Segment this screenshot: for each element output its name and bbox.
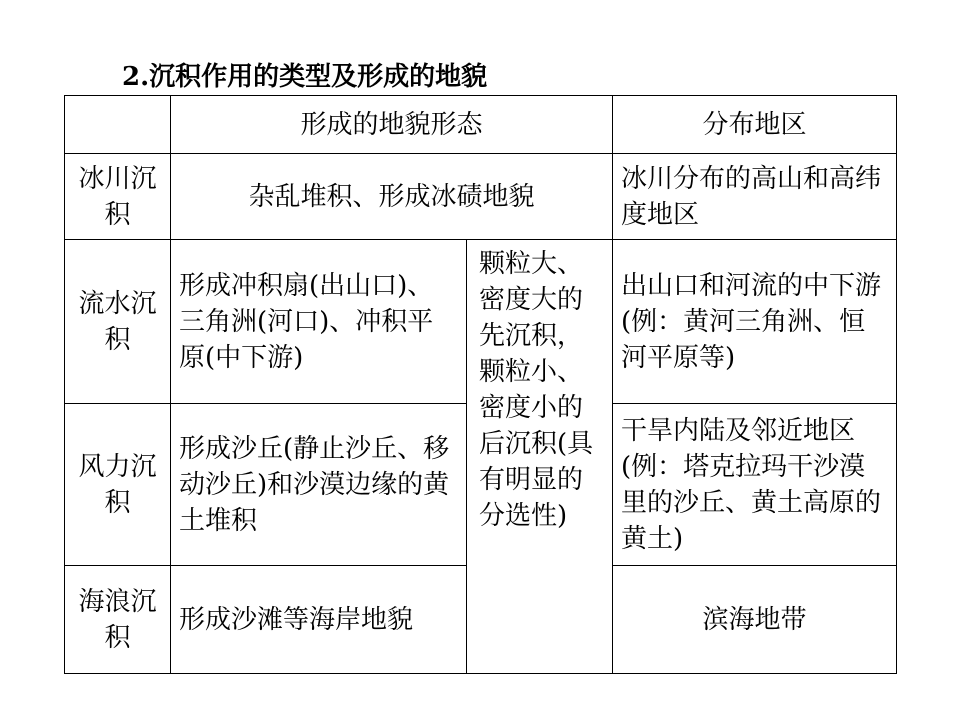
deposition-type-cell: 冰川沉积 xyxy=(65,154,171,240)
region-cell: 滨海地带 xyxy=(613,566,897,674)
table-row xyxy=(65,154,897,240)
landform-cell: 杂乱堆积、形成冰碛地貌 xyxy=(171,154,613,240)
deposition-type-cell: 海浪沉积 xyxy=(65,566,171,674)
header-blank-cell xyxy=(65,96,171,154)
header-landform-cell: 形成的地貌形态 xyxy=(171,96,613,154)
landform-cell: 形成沙滩等海岸地貌 xyxy=(171,566,467,674)
landform-cell: 形成沙丘(静止沙丘、移动沙丘)和沙漠边缘的黄土堆积 xyxy=(171,404,467,566)
header-region-cell: 分布地区 xyxy=(613,96,897,154)
region-cell: 出山口和河流的中下游(例：黄河三角洲、恒河平原等) xyxy=(613,240,897,404)
sorting-note-cell: 颗粒大、密度大的先沉积，颗粒小、密度小的后沉积(具有明显的分选性) xyxy=(467,240,613,674)
page-title: 2.沉积作用的类型及形成的地貌 xyxy=(122,62,488,92)
deposition-table xyxy=(64,95,897,674)
deposition-type-cell: 流水沉积 xyxy=(65,240,171,404)
region-cell: 干旱内陆及邻近地区(例：塔克拉玛干沙漠里的沙丘、黄土高原的黄土) xyxy=(613,404,897,566)
region-cell: 冰川分布的高山和高纬度地区 xyxy=(613,154,897,240)
landform-cell: 形成冲积扇(出山口)、三角洲(河口)、冲积平原(中下游) xyxy=(171,240,467,404)
table-header-row xyxy=(65,96,897,154)
table-row xyxy=(65,240,897,404)
deposition-type-cell: 风力沉积 xyxy=(65,404,171,566)
